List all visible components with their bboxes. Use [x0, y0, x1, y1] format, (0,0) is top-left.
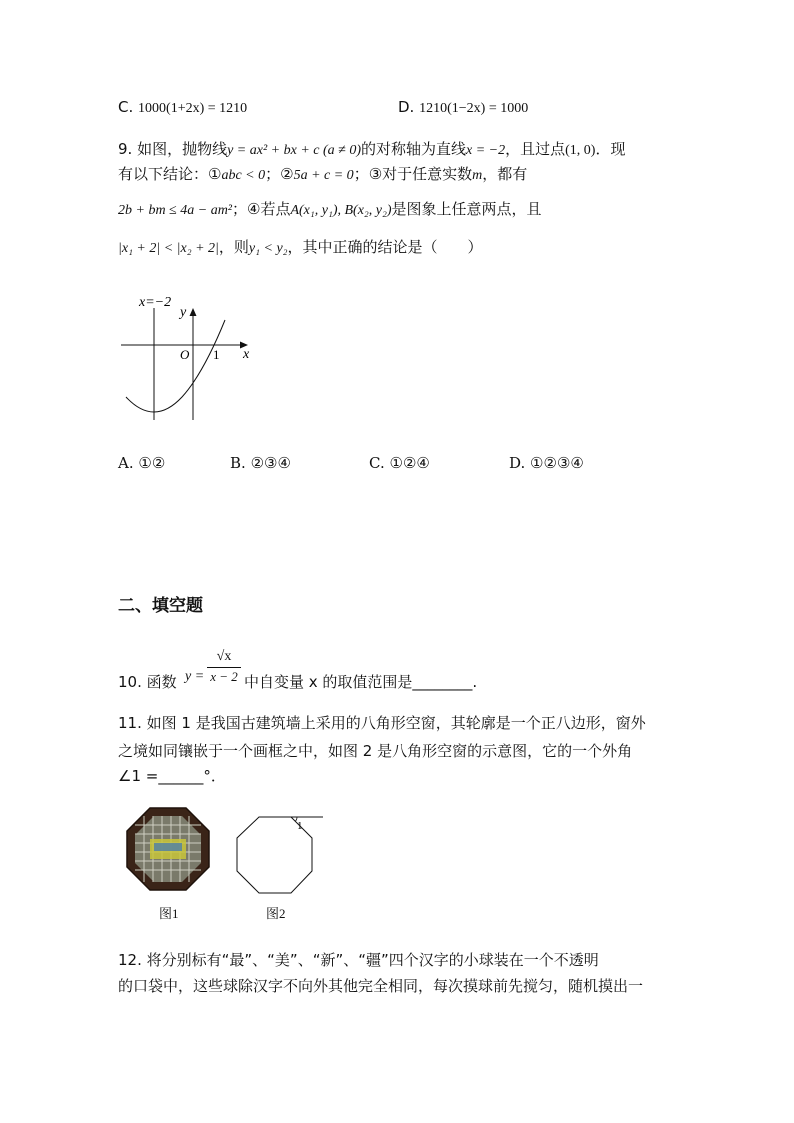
q9-text: ；③对于任意实数 [353, 165, 473, 183]
q9-line-1 [118, 138, 625, 159]
q9-line-3 [118, 198, 542, 219]
q9-conclusion-3: 2b + bm ≤ 4a − am² [118, 203, 232, 218]
q9-conclusion-1: abc < 0 [221, 168, 266, 183]
q10-suffix: 中自变量 x 的取值范围是________. [244, 673, 478, 691]
q9-text: ；② [265, 165, 294, 183]
q10-y-eq: y = [185, 669, 205, 684]
q9-line-2 [118, 163, 527, 184]
option-text: ①②④ [389, 454, 430, 472]
parabola-curve [126, 320, 225, 412]
q9-option-b [230, 454, 291, 472]
q9-parabola-equation: y = ax² + bx + c (a ≠ 0) [227, 143, 361, 158]
option-label: B. [230, 454, 246, 472]
origin-label: O [180, 347, 190, 362]
window-scenery-sky [154, 843, 182, 851]
q9-text: ；④若点 [232, 200, 291, 218]
q11-line-3: ∠1 =______°． [118, 767, 226, 785]
option-label: D. [509, 454, 526, 472]
angle-1-label: 1 [297, 820, 303, 832]
q9-result: y₁ < y₂ [248, 241, 288, 256]
option-label: C. [369, 454, 385, 472]
q9-points-ab: A(x₁, y₁), B(x₂, y₂) [290, 203, 392, 218]
q9-variable-m: m [472, 168, 483, 183]
q9-text: ，都有 [482, 165, 528, 183]
option-text: ②③④ [250, 454, 291, 472]
q9-parabola-graph [115, 290, 265, 425]
q9-text: ．现 [595, 140, 626, 158]
q10-numerator: √x [216, 649, 232, 664]
q9-text: ，且过点 [505, 140, 566, 158]
q9-axis-equation: x = −2 [466, 143, 506, 158]
option-text: ①②③④ [530, 454, 584, 472]
q9-line-4 [118, 236, 483, 257]
fig2-caption: 图2 [266, 906, 286, 921]
q12-line-1: 12. 将分别标有“最”、“美”、“新”、“疆”四个汉字的小球装在一个不透明 [118, 951, 599, 969]
option-text: ①② [138, 454, 166, 472]
y-axis-label: y [180, 305, 187, 320]
q10-prefix: 10. 函数 [118, 673, 177, 691]
q11-line-2: 之境如同镶嵌于一个画框之中，如图 2 是八角形空窗的示意图，它的一个外角 [118, 742, 633, 760]
x-axis-label: x [243, 347, 250, 362]
octagon-diagram [233, 815, 328, 897]
q8-option-d-expr: 1210(1−2x) = 1000 [419, 101, 529, 116]
octagon-window-photo [126, 807, 210, 891]
q10-fraction-bar [207, 667, 241, 668]
q9-point: (1, 0) [565, 143, 596, 158]
q9-question-end: ，其中正确的结论是（ ） [287, 238, 483, 256]
one-tick-label: 1 [213, 347, 220, 362]
q9-condition: |x₁ + 2| < |x₂ + 2| [118, 241, 219, 256]
symmetry-axis-label: x=−2 [139, 295, 172, 310]
q9-option-d [509, 454, 584, 472]
q9-text: 的对称轴为直线 [361, 140, 467, 158]
q8-option-d-label: D. [398, 98, 415, 116]
q8-option-c-expr: 1000(1+2x) = 1210 [138, 101, 248, 116]
q10-denominator: x − 2 [210, 669, 238, 684]
q8-option-c [118, 98, 247, 117]
y-axis-arrow-icon [190, 308, 197, 316]
q9-text: ，则 [218, 238, 249, 256]
q12-line-2: 的口袋中，这些球除汉字不向外其他完全相同，每次摸球前先搅匀，随机摸出一 [118, 977, 644, 995]
q8-option-d [398, 98, 528, 117]
q9-conclusion-2: 5a + c = 0 [293, 168, 354, 183]
q11-line-1: 11. 如图 1 是我国古建筑墙上采用的八角形空窗，其轮廓是一个正八边形，窗外 [118, 714, 646, 732]
q9-text: 9. 如图，抛物线 [118, 140, 228, 158]
q9-option-a [118, 454, 165, 472]
q9-text: 是图象上任意两点，且 [391, 200, 542, 218]
q10-fraction [207, 648, 241, 685]
fig1-caption: 图1 [159, 906, 179, 921]
q9-text: 有以下结论：① [118, 165, 222, 183]
option-label: A. [118, 454, 134, 472]
q8-option-c-label: C. [118, 98, 134, 116]
section-heading: 二、填空题 [118, 596, 203, 616]
q9-option-c [369, 454, 430, 472]
